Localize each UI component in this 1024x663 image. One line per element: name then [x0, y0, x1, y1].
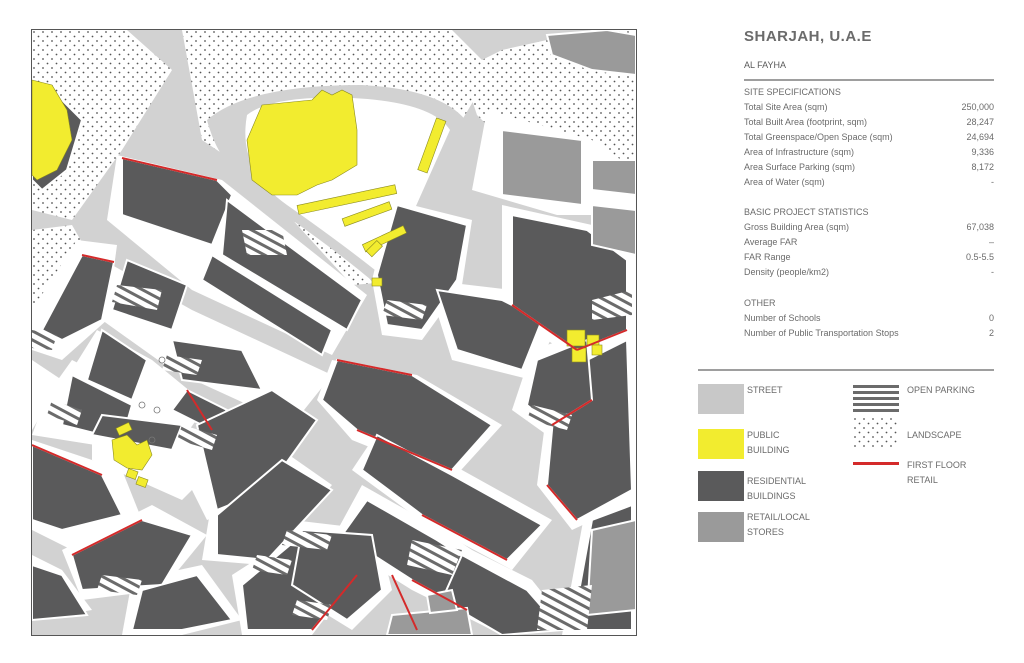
stat-row	[744, 250, 994, 265]
legend-retail-line1: RETAIL/LOCAL	[747, 512, 810, 522]
site-specifications-heading: SITE SPECIFICATIONS	[744, 87, 841, 97]
other-value: 2	[988, 328, 994, 338]
spec-row	[744, 145, 994, 160]
divider	[744, 79, 994, 81]
legend-street-label: STREET	[747, 385, 783, 395]
basic-statistics	[744, 205, 994, 280]
other-label: Number of Public Transportation Stops	[744, 328, 899, 338]
street-swatch	[698, 384, 744, 414]
spec-label: Total Site Area (sqm)	[744, 102, 828, 112]
legend-retail-line2: STORES	[747, 527, 784, 537]
legend-retail-label	[747, 510, 847, 540]
legend-divider	[698, 369, 994, 371]
spec-value: 9,336	[971, 147, 994, 157]
legend-first-floor-retail-label	[907, 458, 1007, 488]
open-parking-swatch	[853, 385, 899, 413]
map-drawing	[32, 30, 636, 635]
stat-row	[744, 265, 994, 280]
other-value: 0	[988, 313, 994, 323]
public-building-swatch	[698, 429, 744, 459]
spec-row	[744, 100, 994, 115]
legend-residential-line2: BUILDINGS	[747, 491, 796, 501]
spec-value: 250,000	[961, 102, 994, 112]
spec-label: Total Greenspace/Open Space (sqm)	[744, 132, 893, 142]
stat-row	[744, 235, 994, 250]
legend-residential-label	[747, 474, 847, 504]
legend-public-line2: BUILDING	[747, 445, 790, 455]
legend-public-line1: PUBLIC	[747, 430, 780, 440]
page-title: SHARJAH, U.A.E	[744, 28, 872, 45]
first-floor-retail-swatch	[853, 462, 899, 465]
spec-row	[744, 175, 994, 190]
legend-ffr-line2: RETAIL	[907, 475, 938, 485]
stat-label: Density (people/km2)	[744, 267, 830, 277]
basic-statistics-heading: BASIC PROJECT STATISTICS	[744, 207, 869, 217]
stat-value: 0.5-5.5	[965, 252, 994, 262]
spec-row	[744, 130, 994, 145]
stat-value: 67,038	[966, 222, 994, 232]
spec-value: 24,694	[966, 132, 994, 142]
residential-swatch	[698, 471, 744, 501]
info-panel	[744, 26, 994, 72]
spec-row	[744, 115, 994, 130]
stat-label: FAR Range	[744, 252, 791, 262]
neighborhood-name: AL FAYHA	[744, 60, 787, 70]
spec-label: Area of Water (sqm)	[744, 177, 825, 187]
other-row	[744, 326, 994, 341]
stat-value: -	[991, 267, 994, 277]
site-specifications	[744, 85, 994, 190]
other-label: Number of Schools	[744, 313, 821, 323]
other-row	[744, 311, 994, 326]
stat-label: Average FAR	[744, 237, 798, 247]
site-map	[31, 29, 637, 636]
stat-label: Gross Building Area (sqm)	[744, 222, 850, 232]
other-statistics	[744, 296, 994, 341]
spec-label: Total Built Area (footprint, sqm)	[744, 117, 868, 127]
legend-ffr-line1: FIRST FLOOR	[907, 460, 967, 470]
legend-residential-line1: RESIDENTIAL	[747, 476, 807, 486]
spec-label: Area of Infrastructure (sqm)	[744, 147, 855, 157]
landscape-swatch	[853, 417, 899, 447]
other-heading: OTHER	[744, 298, 776, 308]
spec-value: 8,172	[971, 162, 994, 172]
legend-open-parking-label: OPEN PARKING	[907, 385, 975, 395]
stat-row	[744, 220, 994, 235]
spec-label: Area Surface Parking (sqm)	[744, 162, 856, 172]
spec-value: -	[991, 177, 994, 187]
retail-swatch	[698, 512, 744, 542]
legend-public-building-label	[747, 428, 847, 458]
stat-value: –	[988, 237, 994, 247]
spec-row	[744, 160, 994, 175]
spec-value: 28,247	[966, 117, 994, 127]
legend-landscape-label: LANDSCAPE	[907, 430, 962, 440]
